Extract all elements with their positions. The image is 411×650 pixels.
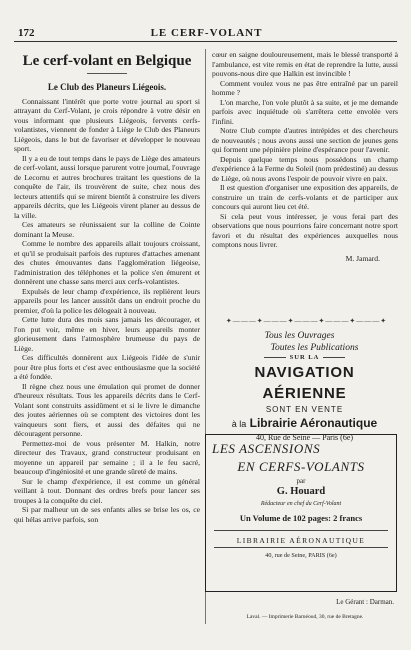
ad-address: 40, Rue de Seine — Paris (6e) [255, 433, 354, 442]
running-header [18, 27, 395, 40]
ad-line: Toutes les Publications [270, 343, 359, 353]
paragraph: Il est question d'organiser une exposition des appareils, de construire un train de cerfs-volants et de participer aux concours qui auront lieu cet été. [212, 183, 398, 211]
ad-rule [264, 357, 286, 358]
paragraph: Permettez-moi de vous présenter M. Halkin, notre directeur des Travaux, grand constructeur produisant en moyenne un appareil par semaine ; il a le feu sacré, beaucoup d'ingéniosité et une grande sûreté de mains. [14, 438, 200, 476]
ad-headline: NAVIGATION AÉRIENNE [254, 364, 355, 402]
ornament-divider: ✦———✦———✦———✦———✦———✦ [225, 317, 388, 325]
ad-address: 40, rue de Seine, PARIS (6e) [265, 552, 337, 559]
ad-rule [323, 357, 345, 358]
ad-rule [214, 530, 388, 531]
paragraph: Si par malheur un de ses enfants alles se brise les os, ce qui hélas arrive parfois, son [14, 505, 200, 524]
footer-printer: Laval. — Imprimerie Barnéoud, 30, rue de Bretagne. [246, 614, 364, 620]
header-rule [14, 41, 397, 42]
paragraph: Comme le nombre des appareils allait toujours croissant, et qu'il se produisait parfois des ruptures d'attaches amenant des chutes émouvantes dans l'agglomération liégeoise, l'administration des téléphones et la police s'en émurent et donnèrent une chasse sans merci aux cerfs-volantistes. [14, 239, 200, 286]
ad-headline: EN CERFS-VOLANTS [237, 459, 365, 474]
page-number: 172 [18, 27, 35, 39]
ad-author: G. Houard [276, 486, 326, 497]
paragraph: Si cela peut vous intéresser, je vous ferai part des observations que nous pourrions faire concernant notre sport favori et du résultat des expériences auxquelles nous comptons nous livrer. [212, 211, 398, 249]
ad-line: SONT EN VENTE [265, 405, 344, 414]
footer-gerant: Le Gérant : Darman. [336, 598, 394, 606]
ad-line: SUR LA [289, 354, 320, 361]
ad-headline: LES ASCENSIONS [212, 441, 321, 456]
ad-library-name: LIBRAIRIE AÉRONAUTIQUE [236, 536, 366, 545]
ad-volume: Un Volume de 102 pages: 2 francs [239, 513, 363, 523]
ad-line: à la [231, 419, 247, 429]
paragraph: L'on marche, l'on vole plutôt à sa suite, et je me demande parfois avec inquiétude où s'arrêtera cette envolée vers l'infini. [212, 97, 398, 126]
footer [212, 598, 398, 628]
article-title: Le cerf-volant en Belgique [22, 53, 192, 69]
ad-line: Tous les Ouvrages [264, 331, 335, 341]
paragraph: Notre Club compte d'autres intrépides et des chercheurs de nouveautés ; nous avons aussi une section de jeunes gens qui forment une pépinière pleine d'espérance pour l'avenir. [212, 126, 398, 154]
title-rule [87, 73, 127, 74]
signature: M. Jamard. [345, 253, 380, 263]
paragraph: Il y a eu de tout temps dans le pays de Liège des amateurs de cerf-volant, aussi lorsque parurent votre journal, l'ouvrage de Lecornu et autres brochures traitant les questions de la conquête de l'air, ils trouvèrent de suite, chez nous des lecteurs attentifs qui se mirent bientôt à construire les divers appareils décrits, que les Liégeois virent planer au dessus de la ville. [14, 153, 200, 220]
journal-title: LE CERF-VOLANT [150, 27, 263, 39]
article-subtitle: Le Club des Planeurs Liégeois. [47, 82, 167, 92]
paragraph: Comment voulez vous ne pas être entraîné par un pareil homme ? [212, 78, 398, 97]
navigation-ad [212, 330, 397, 442]
ad-rule [214, 547, 388, 548]
right-column [212, 50, 398, 263]
paragraph: Cette lutte dura des mois sans jamais les décourager, et l'on put voir, même en hiver, leurs appareils monter glorieusement dans l'atmosphère brumeuse du pays de Liège. [14, 315, 200, 353]
paragraph: cœur en saigne douloureusement, mais le blessé transporté à l'ambulance, est vite remis en état de reprendre la lutte, aussi pouvons-nous dire que Halkin est invincible ! [212, 50, 398, 78]
paragraph: Ces difficultés donnèrent aux Liégeois l'idée de s'unir pour être plus forts et c'est avec enthousiasme que la société a été fondée. [14, 353, 200, 381]
paragraph: Expulsés de leur champ d'expérience, ils replièrent leurs appareils pour les lancer aussitôt dans un endroit proche du premier, d'où la police les délogeait à nouveau. [14, 286, 200, 315]
ad-library-name: Librairie Aéronautique [249, 416, 378, 430]
ascensions-ad [205, 434, 397, 592]
paragraph: Depuis quelque temps nous possédons un champ d'expérience à la Ferme du Soleil (nom prédestiné) au dessus de Liège, où nous avons l'espoir de pouvoir vivre en paix. [212, 154, 398, 183]
paragraph: Sur le champ d'expérience, il est comme un général veillant à tout. Donnant des ordres brefs pour lancer ses troupes à la conquête du ciel. [14, 476, 200, 505]
left-column [14, 48, 200, 524]
ad-line: par [296, 477, 306, 485]
ad-line: Rédacteur en chef du Cerf-Volant [260, 501, 342, 507]
paragraph: Il règne chez nous une émulation qui promet de donner d'heureux résultats. Tous les appareils décrits dans le Cerf-Volant sont construits assidûment et si le livre le dimanche des joutes aériennes où se comptent des victoires dont les vainqueurs sont fiers, et aussi des défaites qui ne découragent personne. [14, 381, 200, 438]
paragraph: Ces amateurs se réunissaient sur la colline de Cointe dominant la Meuse. [14, 220, 200, 239]
paragraph: Connaissant l'intérêt que porte votre journal au sport si attrayant du Cerf-Volant, je crois répondre à votre désir en vous informant que plusieurs Liégeois, fervents cerfs-volantistes, viennent de fonder à Liège le Club des Planeurs Liégeois, dans le but de favoriser et développer le nouveau sport. [14, 96, 200, 153]
